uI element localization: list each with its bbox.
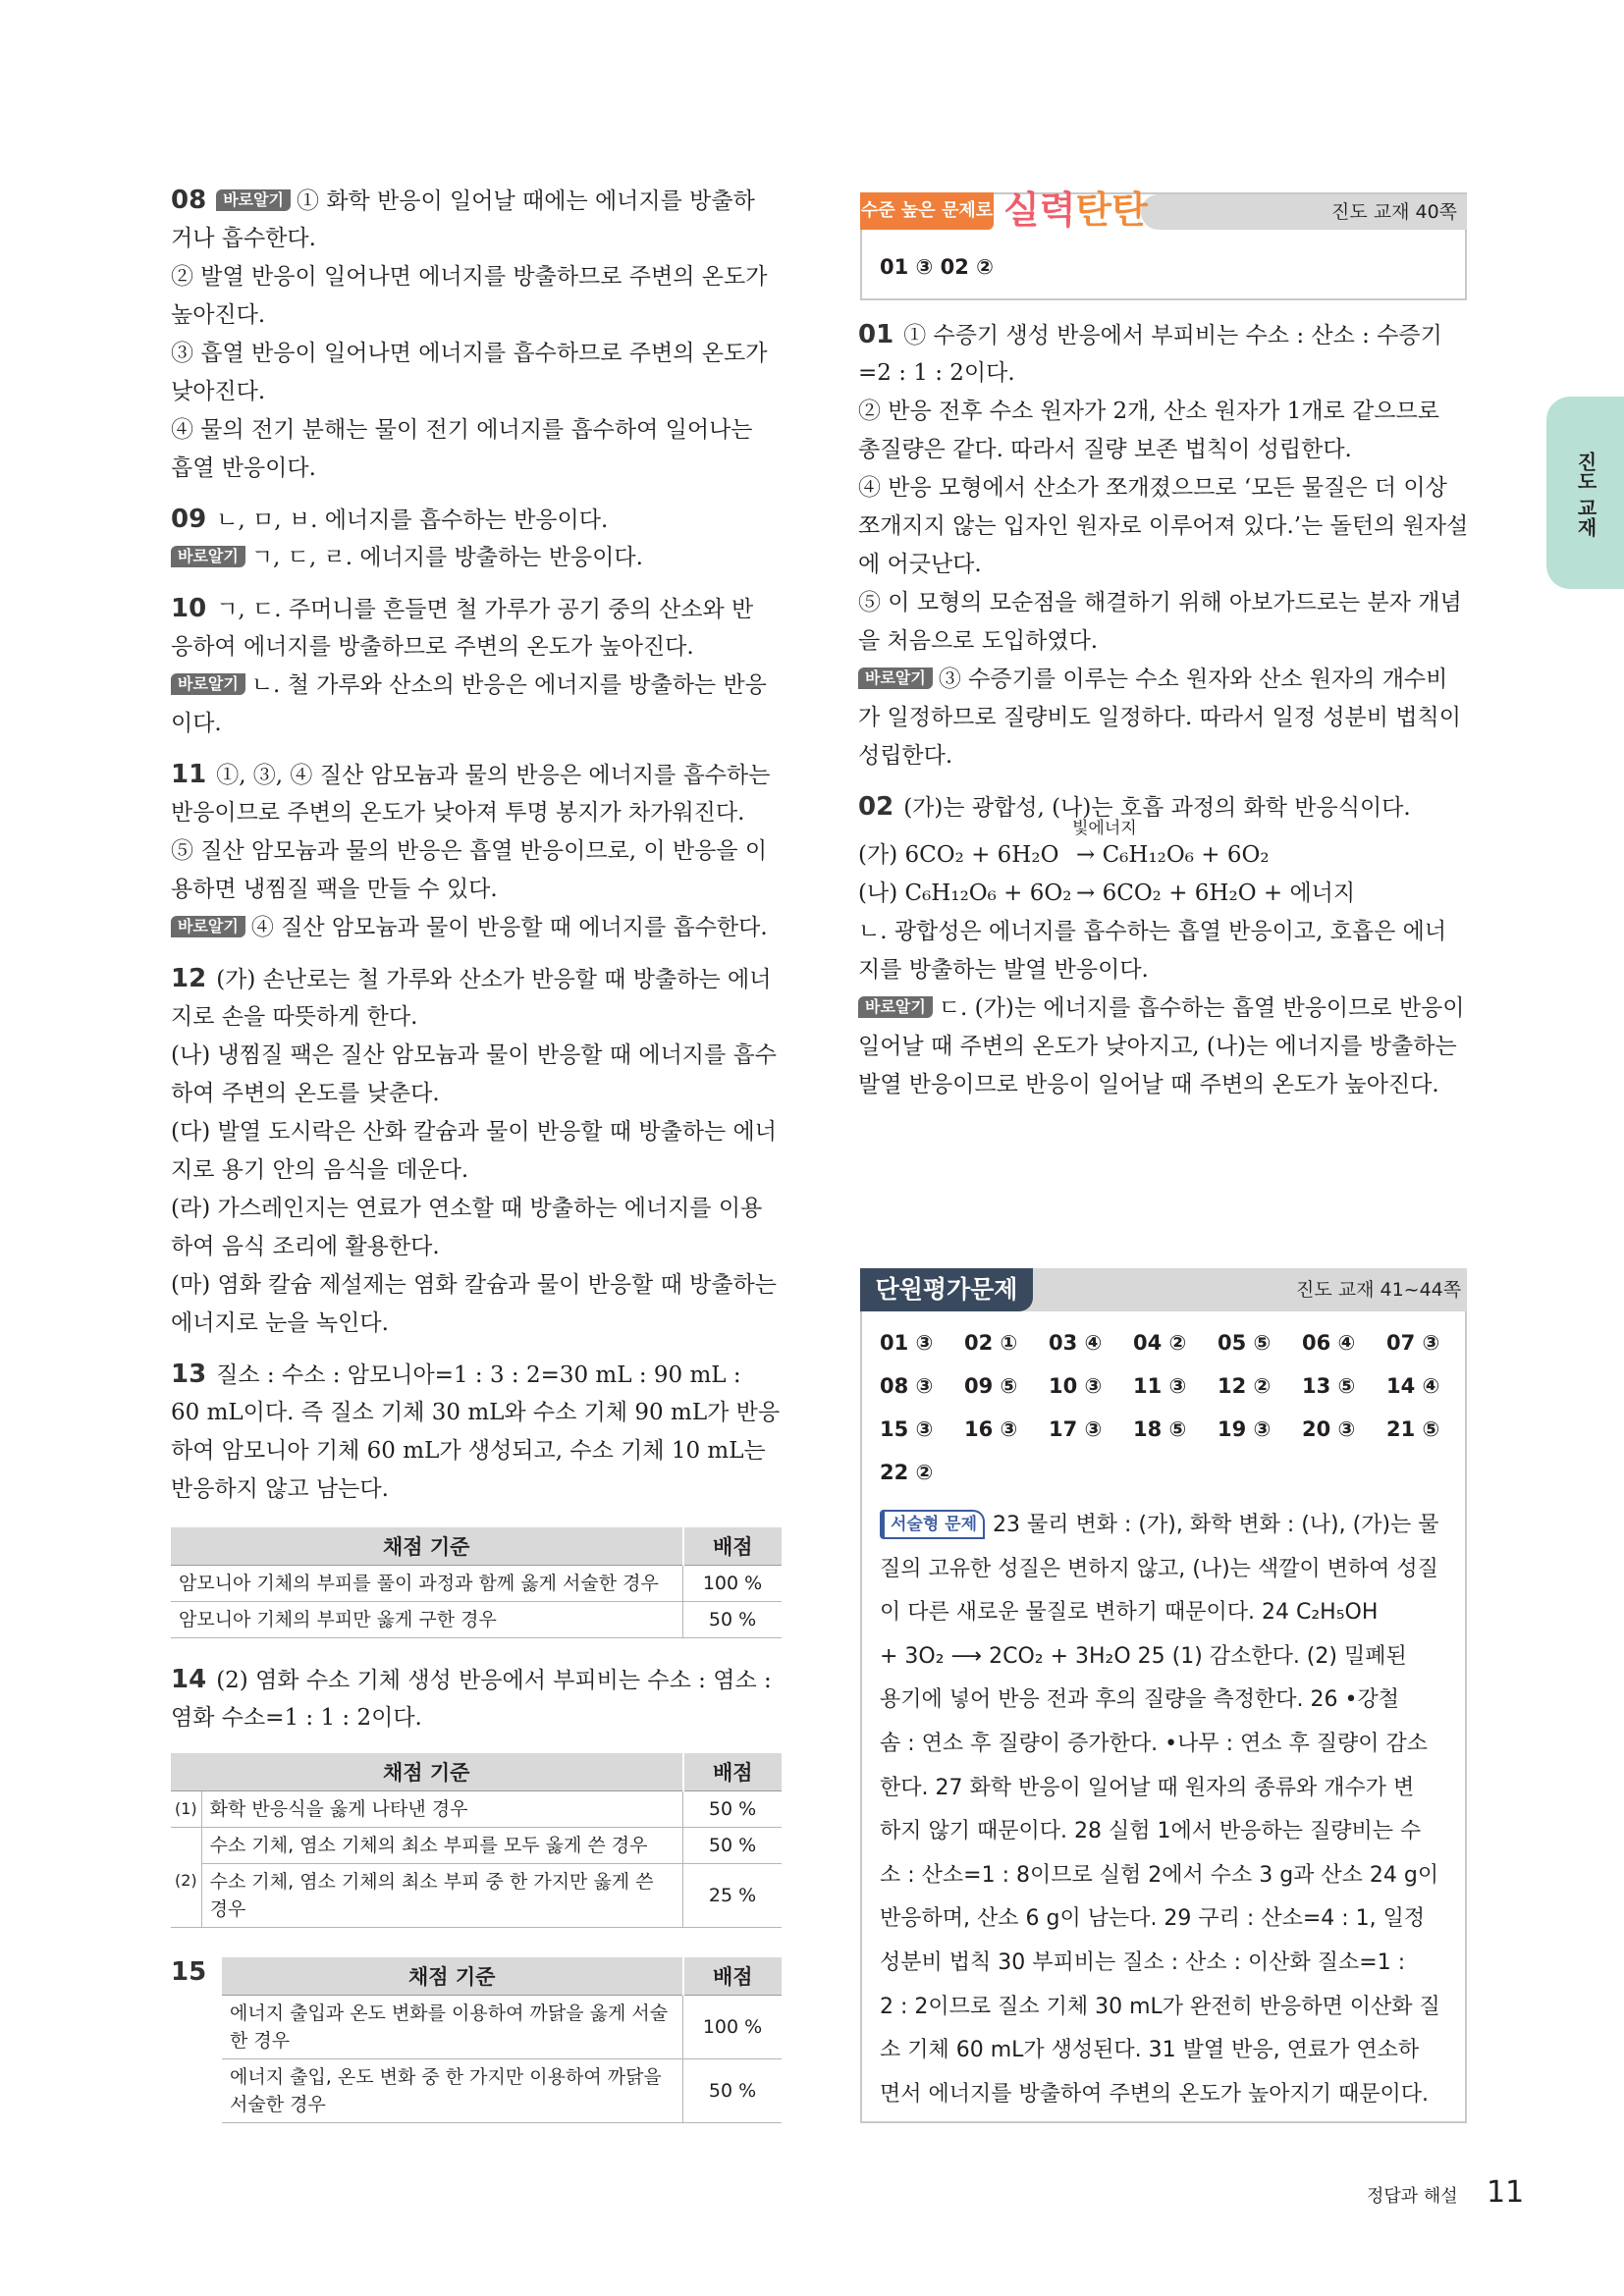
table-row: 암모니아 기체의 부피를 풀이 과정과 함께 옳게 서술한 경우 100 % [171, 1566, 782, 1602]
badge: 바로알기 [858, 996, 933, 1018]
q14-line2: 염화 수소=1 : 1 : 2이다. [171, 1705, 422, 1731]
q10-line3: 바로알기 ㄴ. 철 가루와 산소의 반응은 에너지를 방출하는 반응 [171, 667, 767, 705]
textbook-reference: 진도 교재 41~44쪽 [1296, 1279, 1462, 1301]
table-row: (2) 수소 기체, 염소 기체의 최소 부피를 모두 옳게 쓴 경우 50 % [171, 1828, 782, 1864]
textbook-reference: 진도 교재 40쪽 [1331, 201, 1458, 223]
q10-line4: 이다. [171, 711, 222, 736]
r02-line6: 발열 반응이므로 반응이 일어날 때 주변의 온도가 높아진다. [858, 1072, 1439, 1097]
footer-label: 정답과 해설 [1367, 2186, 1458, 2207]
page-number: 11 [1487, 2175, 1525, 2210]
essay-answers: 서술형 문제 23 물리 변화 : (가), 화학 변화 : (나), (가)는 물 질의 고유한 성질은 변하지 않고, (나)는 색깔이 변하여 성질 이 다른 새로운 물질로 변하기 때문이다. 24 C₂H₅OH + 3O₂ ⟶ 2CO₂ + 3H₂O 25 (1) 감소한다. (2) 밀폐된 용기에 넣어 반응 전과 후의 질량을 측정한다. 26 •강철 솜 : 연소 후 질량이 증가한다. •나무 : 연소 후 질량이 감소 한다. 27 화학 반응이 일어날 때 원자의 종류와 개수가 변 하지 않기 때문이다. 28 실험 1에서 반응하는 질량비는 수 소 : 산소=1 : 8이므로 실험 2에서 수소 3 g과 산소 24 g이 반응하며, 산소 6 g이 남는다. 29 구리 : 산소=4 : 1, 일정 성분비 법칙 30 부피비는 질소 : 산소 : 이산화 질소=1 : 2 : 2이므로 질소 기체 30 mL가 완전히 반응하면 이산화 질 소 기체 60 mL가 생성된다. 31 발열 반응, 연료가 연소하 면서 에너지를 방출하여 주변의 온도가 높아지기 때문이다. [880, 1504, 1453, 2116]
r01-line7: 에 어긋난다. [858, 552, 982, 577]
q11-line1: 11 ①, ③, ④ 질산 암모늄과 물의 반응은 에너지를 흡수하는 [171, 760, 771, 789]
q10-line2: 응하여 에너지를 방출하므로 주변의 온도가 높아진다. [171, 634, 694, 660]
section-tag: 단원평가문제 [860, 1268, 1033, 1311]
r01-line12: 성립한다. [858, 743, 953, 769]
q14-line1: 14 (2) 염화 수소 기체 생성 반응에서 부피비는 수소 : 염소 : [171, 1665, 772, 1694]
table-row: (1) 화학 반응식을 옳게 나타낸 경우 50 % [171, 1791, 782, 1828]
scoring-table-14 [171, 1753, 782, 1928]
q12-line6: 지로 용기 안의 음식을 데운다. [171, 1157, 469, 1183]
q08-line2: 거나 흡수한다. [171, 226, 316, 251]
q08-line8: 흡열 반응이다. [171, 455, 316, 481]
r01-line10: 바로알기 ③ 수증기를 이루는 수소 원자와 산소 원자의 개수비 [858, 661, 1447, 699]
table-header: 채점 기준 [171, 1753, 683, 1791]
q12-line8: 하여 음식 조리에 활용한다. [171, 1234, 440, 1259]
r02-eq1-product: → C₆H₁₂O₆ + 6O₂ [1076, 842, 1270, 868]
r02-eq1: (가) 6CO₂ + 6H₂O [858, 842, 1059, 868]
q11-line2: 반응이므로 주변의 온도가 낮아져 투명 봉지가 차가워진다. [171, 800, 745, 826]
q12-line10: 에너지로 눈을 녹인다. [171, 1310, 389, 1336]
q08-line5: ③ 흡열 반응이 일어나면 에너지를 흡수하므로 주변의 온도가 [171, 341, 768, 366]
answer-list: 01 ③ 02 ② [880, 255, 994, 279]
table-header: 배점 [683, 1527, 783, 1566]
table-header: 배점 [683, 1753, 783, 1791]
badge: 바로알기 [171, 546, 245, 567]
badge: 바로알기 [171, 916, 245, 937]
table-header: 채점 기준 [222, 1957, 683, 1996]
q12-line7: (라) 가스레인지는 연료가 연소할 때 방출하는 에너지를 이용 [171, 1196, 763, 1221]
r01-line5: ④ 반응 모형에서 산소가 쪼개졌으므로 ‘모든 물질은 더 이상 [858, 475, 1447, 501]
q09-line2: 바로알기 ㄱ, ㄷ, ㄹ. 에너지를 방출하는 반응이다. [171, 539, 643, 577]
q08-line4: 높아진다. [171, 302, 266, 328]
q15-number: 15 [171, 1957, 207, 1987]
q11-line5: 바로알기 ④ 질산 암모늄과 물이 반응할 때 에너지를 흡수한다. [171, 909, 768, 947]
r02-line4: 바로알기 ㄷ. (가)는 에너지를 흡수하는 흡열 반응이므로 반응이 [858, 989, 1465, 1028]
q12-line1: 12 (가) 손난로는 철 가루와 산소가 반응할 때 방출하는 에너 [171, 964, 772, 993]
r02-eq2: (나) C₆H₁₂O₆ + 6O₂ [858, 881, 1072, 906]
q12-line5: (다) 발열 도시락은 산화 칼슘과 물이 반응할 때 방출하는 에너 [171, 1119, 777, 1145]
q12-line2: 지로 손을 따뜻하게 한다. [171, 1004, 418, 1030]
r02-line5: 일어날 때 주변의 온도가 낮아지고, (나)는 에너지를 방출하는 [858, 1034, 1457, 1059]
section-tag: 수준 높은 문제로 [860, 192, 994, 230]
badge: 바로알기 [858, 667, 933, 689]
table-row: 에너지 출입, 온도 변화 중 한 가지만 이용하여 까닭을 서술한 경우 50 % [222, 2059, 782, 2123]
q08-line6: 낮아진다. [171, 379, 266, 404]
r01-line4: 총질량은 같다. 따라서 질량 보존 법칙이 성립한다. [858, 437, 1352, 462]
r01-line9: 을 처음으로 도입하였다. [858, 628, 1099, 654]
table-row: 에너지 출입과 온도 변화를 이용하여 까닭을 옳게 서술 한 경우 100 % [222, 1996, 782, 2059]
q09-line1: 09 ㄴ, ㅁ, ㅂ. 에너지를 흡수하는 반응이다. [171, 505, 609, 534]
answer-row: 01 ③ 02 ① 03 ④ 04 ② 05 ⑤ 06 ④ 07 ③ [880, 1331, 1440, 1355]
table-row: 암모니아 기체의 부피만 옳게 구한 경우 50 % [171, 1602, 782, 1638]
side-tab-label: 진도 교재 [1574, 452, 1597, 537]
q08-line3: ② 발열 반응이 일어나면 에너지를 방출하므로 주변의 온도가 [171, 264, 768, 290]
table-header: 채점 기준 [171, 1527, 683, 1566]
r02-line1: 02 (가)는 광합성, (나)는 호흡 과정의 화학 반응식이다. [858, 792, 1411, 822]
answer-grid [880, 1331, 1471, 1504]
q08-line7: ④ 물의 전기 분해는 물이 전기 에너지를 흡수하여 일어나는 [171, 417, 753, 443]
q13-line2: 60 mL이다. 즉 질소 기체 30 mL와 수소 기체 90 mL가 반응 [171, 1400, 781, 1425]
q11-line3: ⑤ 질산 암모늄과 물의 반응은 흡열 반응이므로, 이 반응을 이 [171, 838, 768, 864]
q11-line4: 용하면 냉찜질 팩을 만들 수 있다. [171, 877, 498, 902]
answer-row: 15 ③ 16 ③ 17 ③ 18 ⑤ 19 ③ 20 ③ 21 ⑤ [880, 1417, 1440, 1441]
answer-row: 22 ② [880, 1461, 934, 1484]
table-header: 배점 [683, 1957, 783, 1996]
r01-line6: 쪼개지지 않는 입자인 원자로 이루어져 있다.’는 돌턴의 원자설 [858, 513, 1469, 539]
r01-line11: 가 일정하므로 질량비도 일정하다. 따라서 일정 성분비 법칙이 [858, 705, 1461, 730]
r01-line3: ② 반응 전후 수소 원자가 2개, 산소 원자가 1개로 같으므로 [858, 399, 1439, 424]
q13-line1: 13 질소 : 수소 : 암모니아=1 : 3 : 2=30 mL : 90 mL : [171, 1360, 741, 1389]
r01-line2: =2 : 1 : 2이다. [858, 360, 1015, 386]
scoring-table-13 [171, 1527, 782, 1638]
r02-line2: ㄴ. 광합성은 에너지를 흡수하는 흡열 반응이고, 호흡은 에너 [858, 919, 1447, 944]
r01-line8: ⑤ 이 모형의 모순점을 해결하기 위해 아보가드로는 분자 개념 [858, 590, 1462, 615]
q12-line9: (마) 염화 칼슘 제설제는 염화 칼슘과 물이 반응할 때 방출하는 [171, 1272, 777, 1298]
r02-line3: 지를 방출하는 발열 반응이다. [858, 957, 1149, 983]
table-row: 수소 기체, 염소 기체의 최소 부피 중 한 가지만 옳게 쓴 경우 25 % [171, 1864, 782, 1928]
r02-eq1-arrow-label: 빛에너지 [1072, 819, 1137, 838]
r02-eq2-product: → 6CO₂ + 6H₂O + 에너지 [1076, 881, 1356, 906]
q08-line1: 08 바로알기 ① 화학 반응이 일어날 때에는 에너지를 방출하 [171, 186, 755, 215]
essay-tag: 서술형 문제 [880, 1510, 985, 1539]
badge: 바로알기 [216, 189, 291, 211]
section-title: 실력탄탄 [1003, 188, 1148, 232]
q12-line3: (나) 냉찜질 팩은 질산 암모늄과 물이 반응할 때 에너지를 흡수 [171, 1042, 777, 1068]
scoring-table-15 [222, 1957, 782, 2123]
badge: 바로알기 [171, 673, 245, 695]
q10-line1: 10 ㄱ, ㄷ. 주머니를 흔들면 철 가루가 공기 중의 산소와 반 [171, 594, 754, 623]
r01-line1: 01 ① 수증기 생성 반응에서 부피비는 수소 : 산소 : 수증기 [858, 320, 1442, 349]
q13-line3: 하여 암모니아 기체 60 mL가 생성되고, 수소 기체 10 mL는 [171, 1438, 766, 1464]
answer-row: 08 ③ 09 ⑤ 10 ③ 11 ③ 12 ② 13 ⑤ 14 ④ [880, 1374, 1440, 1398]
q13-line4: 반응하지 않고 남는다. [171, 1476, 389, 1502]
q12-line4: 하여 주변의 온도를 낮춘다. [171, 1081, 440, 1106]
